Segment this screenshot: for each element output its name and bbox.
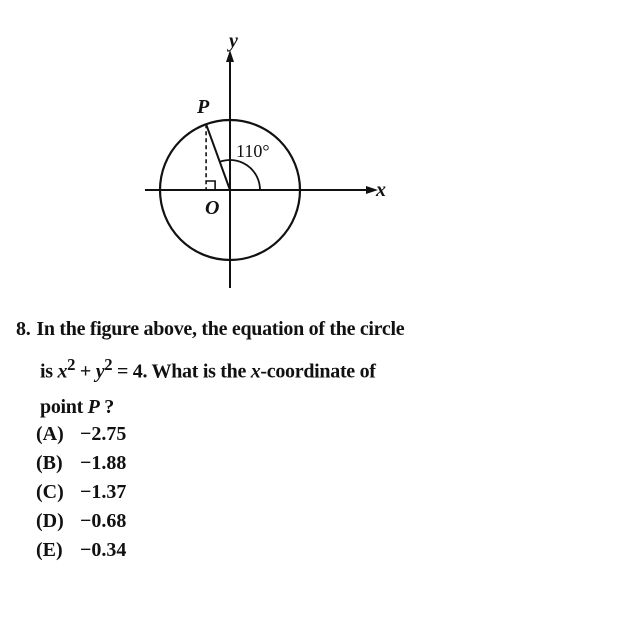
question-mark: ? [99,395,114,418]
choice-label: (A) [36,423,64,445]
choice-a[interactable] [36,420,126,449]
question-line-1 [16,312,466,347]
y-axis-label: y [229,30,238,52]
choice-value: −0.68 [80,510,127,532]
choice-value: −1.88 [80,452,127,474]
choice-value: −1.37 [80,481,127,503]
choice-value: −2.75 [80,423,127,445]
x-axis-label: x [376,179,386,201]
choice-label: (D) [36,510,64,532]
question-point-var: P [87,395,100,418]
choice-e[interactable] [36,536,126,565]
question-line-1-text: In the figure above, the equation of the circle [36,318,405,340]
equation-x: x [57,360,68,383]
answer-choices [36,420,126,565]
choice-d[interactable] [36,507,126,536]
coordinate-variable: x [250,360,261,383]
choice-label: (E) [36,539,63,561]
equation-plus: + [75,360,96,383]
equation-y: y [95,360,105,383]
question-line-2 [16,347,466,390]
choice-value: −0.34 [80,539,127,561]
question-text [16,312,466,425]
question-number: 8. [16,318,31,340]
question-point: point [40,395,88,418]
equation-y-exponent: 2 [104,355,113,374]
choice-b[interactable] [36,449,126,478]
point-p-label: P [197,96,210,118]
origin-label: O [205,197,220,219]
choice-label: (C) [36,481,64,503]
choice-label: (B) [36,452,63,474]
equation-x-exponent: 2 [67,355,76,374]
question-is: is [40,360,58,383]
question-line-2-suffix: -coordinate of [260,360,376,383]
radius-op [206,124,230,190]
equation-rest: = 4. What is the [112,360,251,383]
choice-c[interactable] [36,478,126,507]
right-angle-marker [206,181,215,190]
circle-figure [0,0,624,310]
angle-label: 110° [236,141,270,161]
angle-arc [220,160,260,190]
